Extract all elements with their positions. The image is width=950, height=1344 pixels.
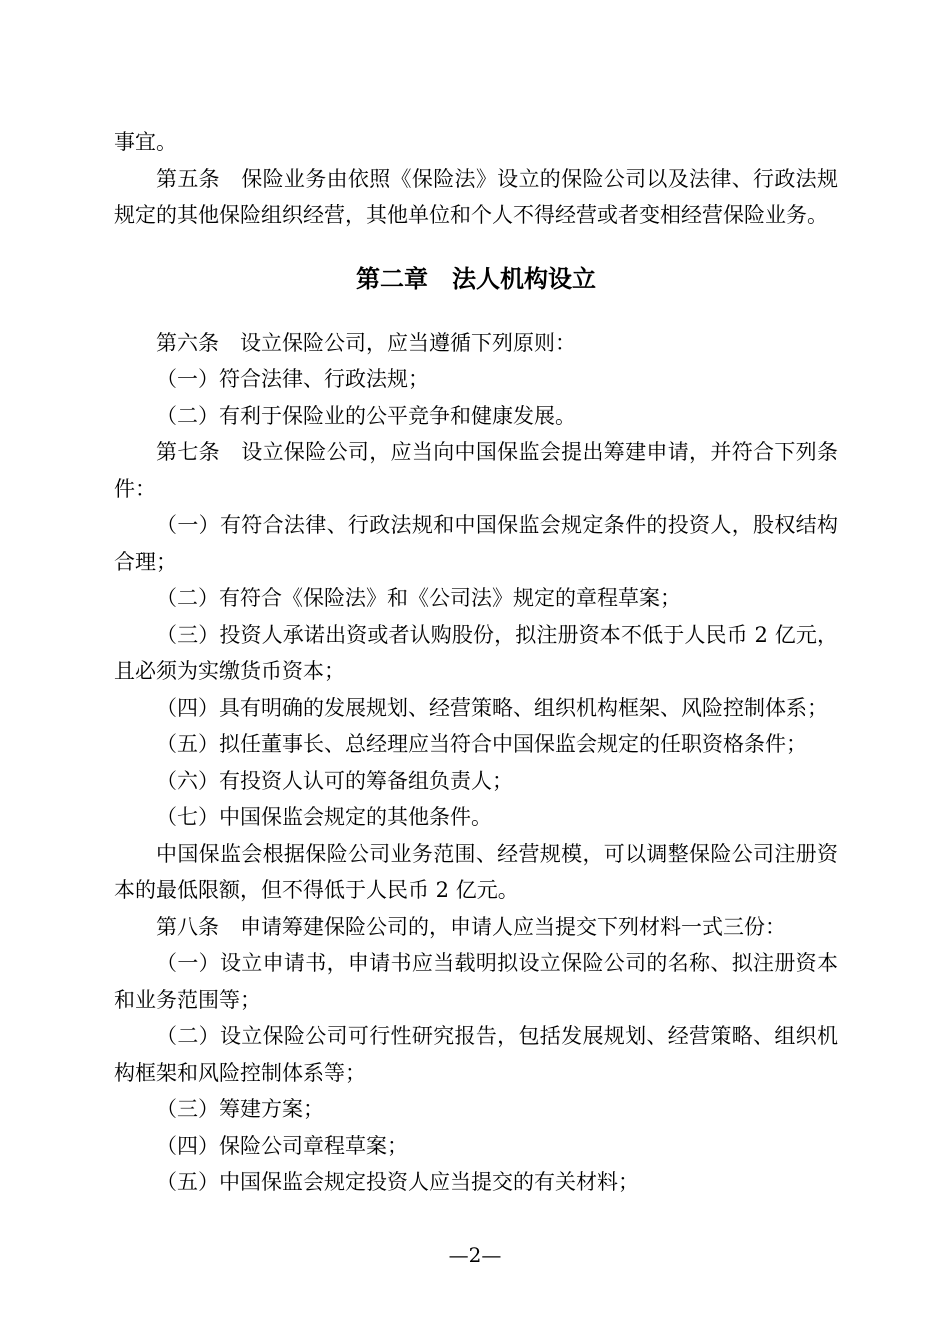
paragraph: （四）保险公司章程草案； bbox=[156, 1133, 408, 1158]
paragraph: （五）中国保监会规定投资人应当提交的有关材料； bbox=[156, 1170, 639, 1194]
paragraph: （二）有符合《保险法》和《公司法》规定的章程草案； bbox=[156, 586, 681, 610]
paragraph: （三）筹建方案； bbox=[156, 1097, 324, 1121]
paragraph: （五）拟任董事长、总经理应当符合中国保监会规定的任职资格条件； bbox=[156, 732, 807, 756]
page-number: —2— bbox=[448, 1243, 502, 1267]
chapter-heading: 第二章 法人机构设立 bbox=[356, 264, 596, 293]
paragraph: （二）有利于保险业的公平竞争和健康发展。 bbox=[156, 403, 576, 428]
paragraph: （四）具有明确的发展规划、经营策略、组织机构框架、风险控制体系； bbox=[156, 695, 828, 720]
paragraph: 事宜。 bbox=[114, 130, 177, 154]
paragraph: 第六条 设立保险公司，应当遵循下列原则： bbox=[156, 330, 576, 355]
paragraph: （六）有投资人认可的筹备组负责人； bbox=[156, 768, 513, 793]
paragraph: 第七条 设立保险公司，应当向中国保监会提出筹建申请，并符合下列条件： bbox=[114, 440, 838, 501]
paragraph: 第五条 保险业务由依照《保险法》设立的保险公司以及法律、行政法规规定的其他保险组织经营，其他单位和个人不得经营或者变相经营保险业务。 bbox=[114, 166, 838, 227]
paragraph: （一）有符合法律、行政法规和中国保监会规定条件的投资人，股权结构合理； bbox=[114, 513, 838, 574]
paragraph: （三）投资人承诺出资或者认购股份，拟注册资本不低于人民币 2 亿元，且必须为实缴货币资本； bbox=[114, 622, 838, 683]
paragraph: （二）设立保险公司可行性研究报告，包括发展规划、经营策略、组织机构框架和风险控制体系等； bbox=[114, 1024, 838, 1085]
paragraph: （一）设立申请书，申请书应当载明拟设立保险公司的名称、拟注册资本和业务范围等； bbox=[114, 951, 838, 1012]
document-body bbox=[114, 124, 838, 1201]
paragraph: （一）符合法律、行政法规； bbox=[156, 367, 429, 391]
paragraph: 第八条 申请筹建保险公司的，申请人应当提交下列材料一式三份： bbox=[156, 914, 786, 939]
paragraph: （七）中国保监会规定的其他条件。 bbox=[156, 805, 492, 829]
paragraph: 中国保监会根据保险公司业务范围、经营规模，可以调整保险公司注册资本的最低限额，但不得低于人民币 2 亿元。 bbox=[114, 841, 838, 902]
